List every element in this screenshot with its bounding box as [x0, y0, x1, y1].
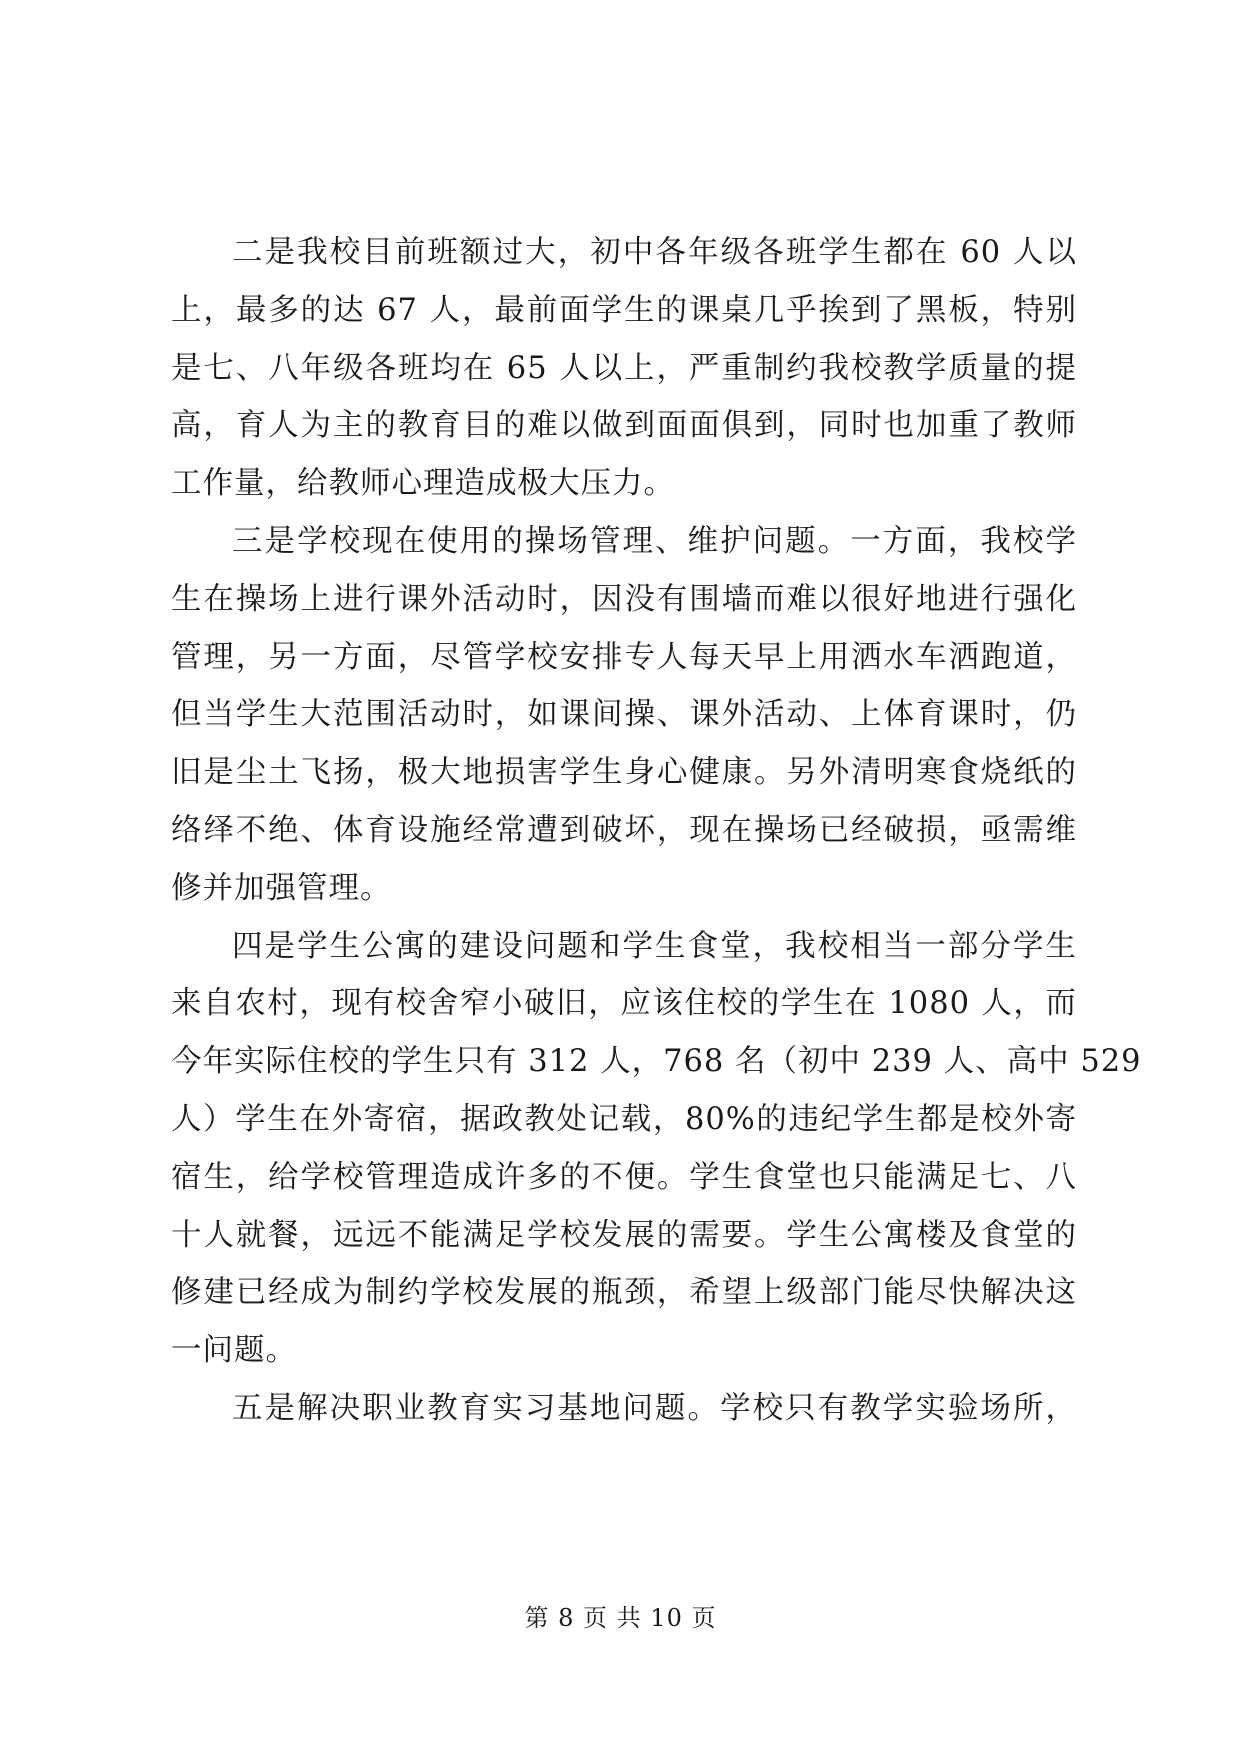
page-footer: 第 8 页 共 10 页	[524, 1604, 717, 1632]
paragraph-first-line: 五是解决职业教育实习基地问题。学校只有教学实验场所，	[232, 1390, 1077, 1426]
text-line: 十人就餐，远远不能满足学校发展的需要。学生公寓楼及食堂的	[171, 1217, 1077, 1253]
text-line: 旧是尘土飞扬，极大地损害学生身心健康。另外清明寒食烧纸的	[171, 755, 1077, 791]
text-line: 人）学生在外寄宿，据政教处记载，80%的违纪学生都是校外寄	[171, 1101, 1077, 1137]
text-line: 生在操场上进行课外活动时，因没有围墙而难以很好地进行强化	[171, 581, 1077, 617]
text-line: 一问题。	[171, 1333, 297, 1369]
text-line: 修建已经成为制约学校发展的瓶颈，希望上级部门能尽快解决这	[171, 1275, 1077, 1311]
text-line: 但当学生大范围活动时，如课间操、课外活动、上体育课时，仍	[171, 697, 1077, 733]
text-line: 高，育人为主的教育目的难以做到面面俱到，同时也加重了教师	[171, 408, 1077, 444]
body-text	[171, 224, 1142, 1438]
text-line: 今年实际住校的学生只有 312 人，768 名（初中 239 人、高中 529	[171, 1044, 1142, 1080]
text-line: 络绎不绝、体育设施经常遭到破坏，现在操场已经破损，亟需维	[171, 812, 1077, 848]
text-line: 是七、八年级各班均在 65 人以上，严重制约我校教学质量的提	[171, 350, 1077, 386]
text-line: 修并加强管理。	[171, 870, 392, 906]
paragraph-first-line: 四是学生公寓的建设问题和学生食堂，我校相当一部分学生	[232, 928, 1077, 964]
text-line: 上，最多的达 67 人，最前面学生的课桌几乎挨到了黑板，特别	[171, 292, 1077, 328]
text-line: 宿生，给学校管理造成许多的不便。学生食堂也只能满足七、八	[171, 1159, 1077, 1195]
text-line: 工作量，给教师心理造成极大压力。	[171, 466, 675, 502]
paragraph-first-line: 二是我校目前班额过大，初中各年级各班学生都在 60 人以	[232, 235, 1077, 270]
paragraph-first-line: 三是学校现在使用的操场管理、维护问题。一方面，我校学	[232, 523, 1077, 559]
text-line: 来自农村，现有校舍窄小破旧，应该住校的学生在 1080 人，而	[171, 986, 1077, 1022]
text-line: 管理，另一方面，尽管学校安排专人每天早上用洒水车洒跑道，	[171, 639, 1077, 675]
